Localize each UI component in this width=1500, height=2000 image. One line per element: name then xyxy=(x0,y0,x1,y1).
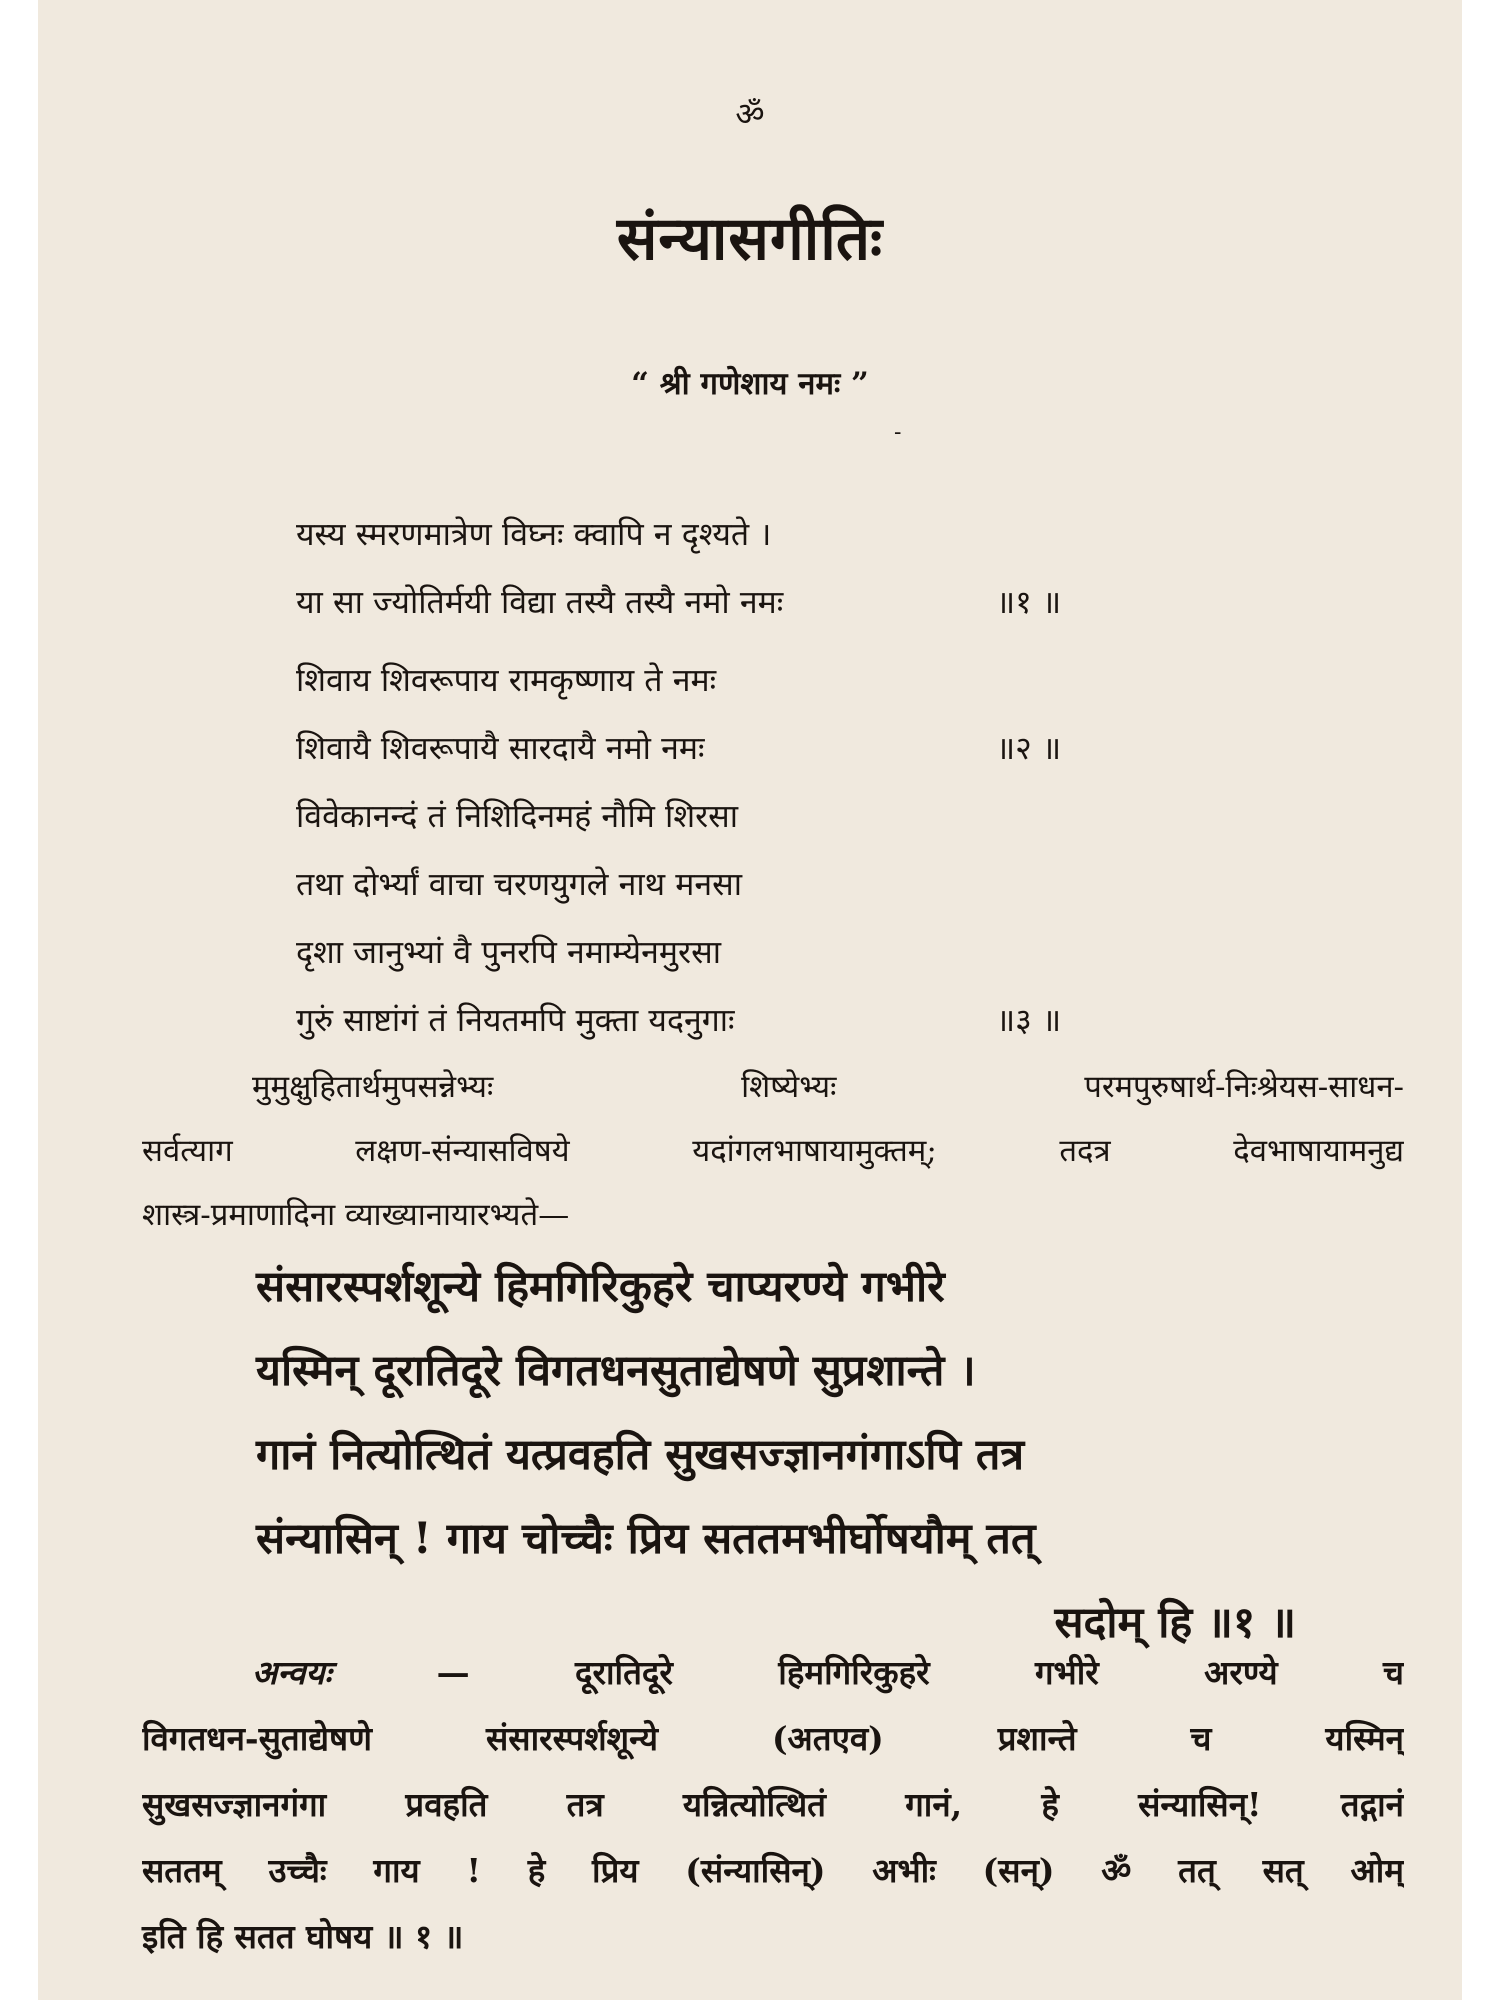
song-line: यस्मिन् दूरातिदूरे विगतधनसुताद्येषणे सुप्रशान्ते । xyxy=(256,1346,976,1396)
verse-line xyxy=(296,986,1196,1054)
introduction-paragraph xyxy=(142,1055,1404,1247)
anvaya-line: सुखसज्ज्ञानगंगा प्रवहति तत्र यन्नित्योत्थितं गानं, हे संन्यासिन्! तद्गानं xyxy=(142,1785,1404,1824)
prose-line: शास्त्र-प्रमाणादिना व्याख्यानायारभ्यते— xyxy=(142,1197,570,1233)
invocation: “ श्री गणेशाय नमः ” xyxy=(631,366,869,402)
invocation-verses xyxy=(296,500,1196,1054)
verse-text: यस्य स्मरणमात्रेण विघ्नः क्वापि न दृश्यते । xyxy=(296,515,772,553)
verse-line xyxy=(296,500,1196,568)
verse-number: ॥३ ॥ xyxy=(996,1001,1062,1039)
verse-line xyxy=(296,714,1196,782)
anvaya-line xyxy=(142,1640,1404,1706)
anvaya-line: इति हि सतत घोषय ॥ १ ॥ xyxy=(142,1917,464,1956)
verse-text: शिवायै शिवरूपायै सारदायै नमो नमः xyxy=(296,729,705,767)
anvaya-text: — दूरातिदूरे हिमगिरिकुहरे गभीरे अरण्ये च xyxy=(436,1653,1404,1692)
song-line: संन्यासिन् ! गाय चोच्चैः प्रिय सततमभीर्घोषयौम् तत् xyxy=(256,1514,1036,1564)
verse-line xyxy=(296,568,1196,636)
prose-line: मुमुक्षुहितार्थमुपसन्नेभ्यः शिष्येभ्यः परमपुरुषार्थ-निःश्रेयस-साधन- xyxy=(252,1069,1404,1105)
song-line-refrain: सदोम् हि ॥१ ॥ xyxy=(1054,1598,1296,1648)
verse-text: विवेकानन्दं तं निशिदिनमहं नौमि शिरसा xyxy=(296,797,739,835)
verse-number: ॥१ ॥ xyxy=(996,583,1062,621)
anvaya-line: सततम् उच्चैः गाय ! हे प्रिय (संन्यासिन्) अभीः (सन्) ॐ तत् सत् ओम् xyxy=(142,1851,1404,1890)
song-verse xyxy=(256,1245,1296,1665)
verse-text: दृशा जानुभ्यां वै पुनरपि नमाम्येनमुरसा xyxy=(296,933,722,971)
book-page xyxy=(38,0,1462,2000)
verse-line xyxy=(296,646,1196,714)
om-symbol: ॐ xyxy=(735,95,765,133)
anvaya-line: विगतधन-सुताद्येषणे संसारस्पर्शशून्ये (अतएव) प्रशान्ते च यस्मिन् xyxy=(142,1719,1404,1758)
anvaya-commentary xyxy=(142,1640,1404,1970)
verse-number: ॥२ ॥ xyxy=(996,729,1062,767)
verse-line xyxy=(296,918,1196,986)
prose-line: सर्वत्याग लक्षण-संन्यासविषये यदांगलभाषायामुक्तम्; तदत्र देवभाषायामनुद्य xyxy=(142,1133,1404,1169)
verse-text: तथा दोर्भ्यां वाचा चरणयुगले नाथ मनसा xyxy=(296,865,743,903)
verse-text: शिवाय शिवरूपाय रामकृष्णाय ते नमः xyxy=(296,661,717,699)
page-title: संन्यासगीतिः xyxy=(616,204,884,274)
song-line: गानं नित्योत्थितं यत्प्रवहति सुखसज्ज्ञानगंगाऽपि तत्र xyxy=(256,1430,1025,1480)
separator-mark: - xyxy=(894,420,902,445)
verse-text: या सा ज्योतिर्मयी विद्या तस्यै तस्यै नमो नमः xyxy=(296,583,784,621)
anvaya-label: अन्वयः xyxy=(252,1653,332,1692)
verse-line xyxy=(296,782,1196,850)
verse-text: गुरुं साष्टांगं तं नियतमपि मुक्ता यदनुगाः xyxy=(296,1001,735,1039)
song-line: संसारस्पर्शशून्ये हिमगिरिकुहरे चाप्यरण्ये गभीरे xyxy=(256,1262,945,1312)
verse-line xyxy=(296,850,1196,918)
